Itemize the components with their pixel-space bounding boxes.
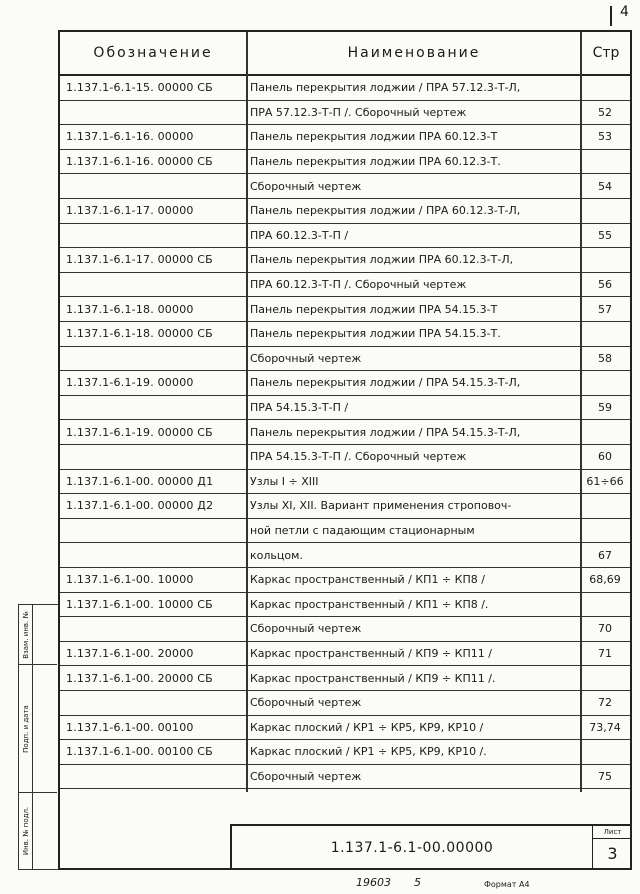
table-row [60,543,630,568]
row-page: 68,69 [589,573,621,587]
row-designation [66,347,244,371]
side-cell [19,605,57,665]
table-row [60,617,630,642]
row-designation: 1.137.1-6.1-19. 00000 СБ [66,425,213,439]
row-name: ПРА 60.12.3-Т-П /. Сборочный чертеж [250,278,467,292]
row-designation: 1.137.1-6.1-00. 20000 СБ [66,671,213,685]
row-page: 58 [598,351,612,365]
table-row [60,642,630,667]
table-row [60,716,630,741]
row-page [582,150,628,174]
row-name: Панель перекрытия лоджии / ПРА 54.15.3-Т-Л, [250,425,521,439]
row-page: 55 [598,228,612,242]
row-name: ПРА 54.15.3-Т-П /. Сборочный чертеж [250,450,467,464]
row-name: Каркас пространственный / КП9 ÷ КП11 /. [250,671,496,685]
header-page: Стр [592,45,620,61]
table-row [60,125,630,150]
row-page: 59 [598,401,612,415]
row-name: Каркас пространственный / КП1 ÷ КП8 / [250,573,485,587]
row-page [582,593,628,617]
row-designation [66,224,244,248]
row-name: Панель перекрытия лоджии ПРА 54.15.3-Т [250,302,498,316]
row-name: Каркас пространственный / КП1 ÷ КП8 /. [250,597,489,611]
footer-copy: 5 [414,876,421,889]
row-designation: 1.137.1-6.1-00. 00000 Д2 [66,499,214,513]
row-designation [66,765,244,789]
row-name: Сборочный чертеж [250,179,362,193]
row-designation [66,519,244,543]
table-row [60,297,630,322]
row-designation: 1.137.1-6.1-17. 00000 СБ [66,253,213,267]
row-name: Панель перекрытия лоджии ПРА 60.12.3-Т-Л, [250,253,514,267]
table-row [60,396,630,421]
row-name: Панель перекрытия лоджии / ПРА 57.12.3-Т-Л, [250,81,521,95]
row-name: Панель перекрытия лоджии ПРА 60.12.3-Т. [250,155,501,169]
side-label: Подп. и дата [21,704,30,753]
row-designation [66,691,244,715]
row-designation: 1.137.1-6.1-16. 00000 СБ [66,155,213,169]
row-designation [66,396,244,420]
row-name: Панель перекрытия лоджии ПРА 54.15.3-Т. [250,327,501,341]
sheet-label: Лист [593,826,632,839]
table-row [60,248,630,273]
row-page: 60 [598,450,612,464]
row-page [582,248,628,272]
footer-format: Формат А4 [484,880,530,889]
row-designation: 1.137.1-6.1-00. 00000 Д1 [66,474,214,488]
table-row [60,174,630,199]
document-frame [58,30,632,870]
table-row [60,691,630,716]
row-name: Каркас пространственный / КП9 ÷ КП11 / [250,647,492,661]
table-row [60,199,630,224]
row-name: ной петли с падающим стационарным [250,524,475,538]
row-page [582,519,628,543]
row-name: Каркас плоский / КР1 ÷ КР5, КР9, КР10 /. [250,745,487,759]
row-page [582,494,628,518]
table-row [60,371,630,396]
title-block [230,824,632,870]
row-name: Сборочный чертеж [250,351,362,365]
row-page: 57 [598,302,612,316]
row-name: Панель перекрытия лоджии / ПРА 60.12.3-Т-Л, [250,204,521,218]
row-designation: 1.137.1-6.1-00. 00100 [66,720,194,734]
row-page [582,371,628,395]
row-name: Узлы XI, XII. Вариант применения строповоч- [250,499,512,513]
row-designation [66,445,244,469]
side-label: Взам. инв. № [21,610,30,659]
row-designation: 1.137.1-6.1-18. 00000 [66,302,194,316]
row-page: 61÷66 [586,474,624,488]
table-row [60,740,630,765]
header-designation: Обозначение [93,45,213,61]
row-page [582,740,628,764]
table-row [60,76,630,101]
table-header [60,32,630,76]
row-name: ПРА 60.12.3-Т-П / [250,228,349,242]
row-name: Панель перекрытия лоджии / ПРА 54.15.3-Т-Л, [250,376,521,390]
table-row [60,666,630,691]
page-corner-number: 4 [610,2,638,24]
row-designation: 1.137.1-6.1-00. 00100 СБ [66,745,213,759]
table-row [60,568,630,593]
footer-number: 19603 [356,876,391,889]
row-designation: 1.137.1-6.1-00. 10000 [66,573,194,587]
table-row [60,445,630,470]
row-name: ПРА 54.15.3-Т-П / [250,401,349,415]
document-code: 1.137.1-6.1-00.00000 [330,840,494,856]
table-row [60,494,630,519]
side-cell [19,793,57,869]
table-row [60,273,630,298]
row-name: кольцом. [250,548,303,562]
table-row [60,347,630,372]
row-designation [66,101,244,125]
row-page: 70 [598,622,612,636]
header-name: Наименование [347,45,481,61]
table-row [60,765,630,790]
row-page [582,322,628,346]
side-cell [19,665,57,793]
row-name: Сборочный чертеж [250,622,362,636]
side-approval-strip [18,604,58,870]
row-designation [66,174,244,198]
row-page: 56 [598,278,612,292]
row-page [582,76,628,100]
row-name: Сборочный чертеж [250,770,362,784]
row-name: Узлы I ÷ XIII [250,474,319,488]
row-page: 71 [598,647,612,661]
row-page: 52 [598,105,612,119]
table-row [60,519,630,544]
table-row [60,322,630,347]
row-page: 72 [598,696,612,710]
row-designation [66,273,244,297]
row-page: 53 [598,130,612,144]
row-page [582,666,628,690]
row-designation: 1.137.1-6.1-00. 10000 СБ [66,597,213,611]
table-row [60,150,630,175]
row-designation: 1.137.1-6.1-16. 00000 [66,130,194,144]
table-row [60,420,630,445]
row-designation [66,543,244,567]
row-page [582,199,628,223]
sheet-number: 3 [607,844,618,863]
row-designation [66,617,244,641]
table-row [60,593,630,618]
row-page: 54 [598,179,612,193]
table-row [60,224,630,249]
row-name: Панель перекрытия лоджии ПРА 60.12.3-Т [250,130,498,144]
row-name: ПРА 57.12.3-Т-П /. Сборочный чертеж [250,105,467,119]
row-page: 67 [598,548,612,562]
table-row [60,101,630,126]
row-designation: 1.137.1-6.1-19. 00000 [66,376,194,390]
row-page: 75 [598,770,612,784]
row-page: 73,74 [589,720,621,734]
side-label: Инв. № подл. [21,806,30,856]
row-name: Каркас плоский / КР1 ÷ КР5, КР9, КР10 / [250,720,484,734]
row-designation: 1.137.1-6.1-17. 00000 [66,204,194,218]
row-name: Сборочный чертеж [250,696,362,710]
table-row [60,470,630,495]
sheet-box [592,826,632,870]
row-designation: 1.137.1-6.1-00. 20000 [66,647,194,661]
row-page [582,420,628,444]
row-designation: 1.137.1-6.1-18. 00000 СБ [66,327,213,341]
row-designation: 1.137.1-6.1-15. 00000 СБ [66,81,213,95]
